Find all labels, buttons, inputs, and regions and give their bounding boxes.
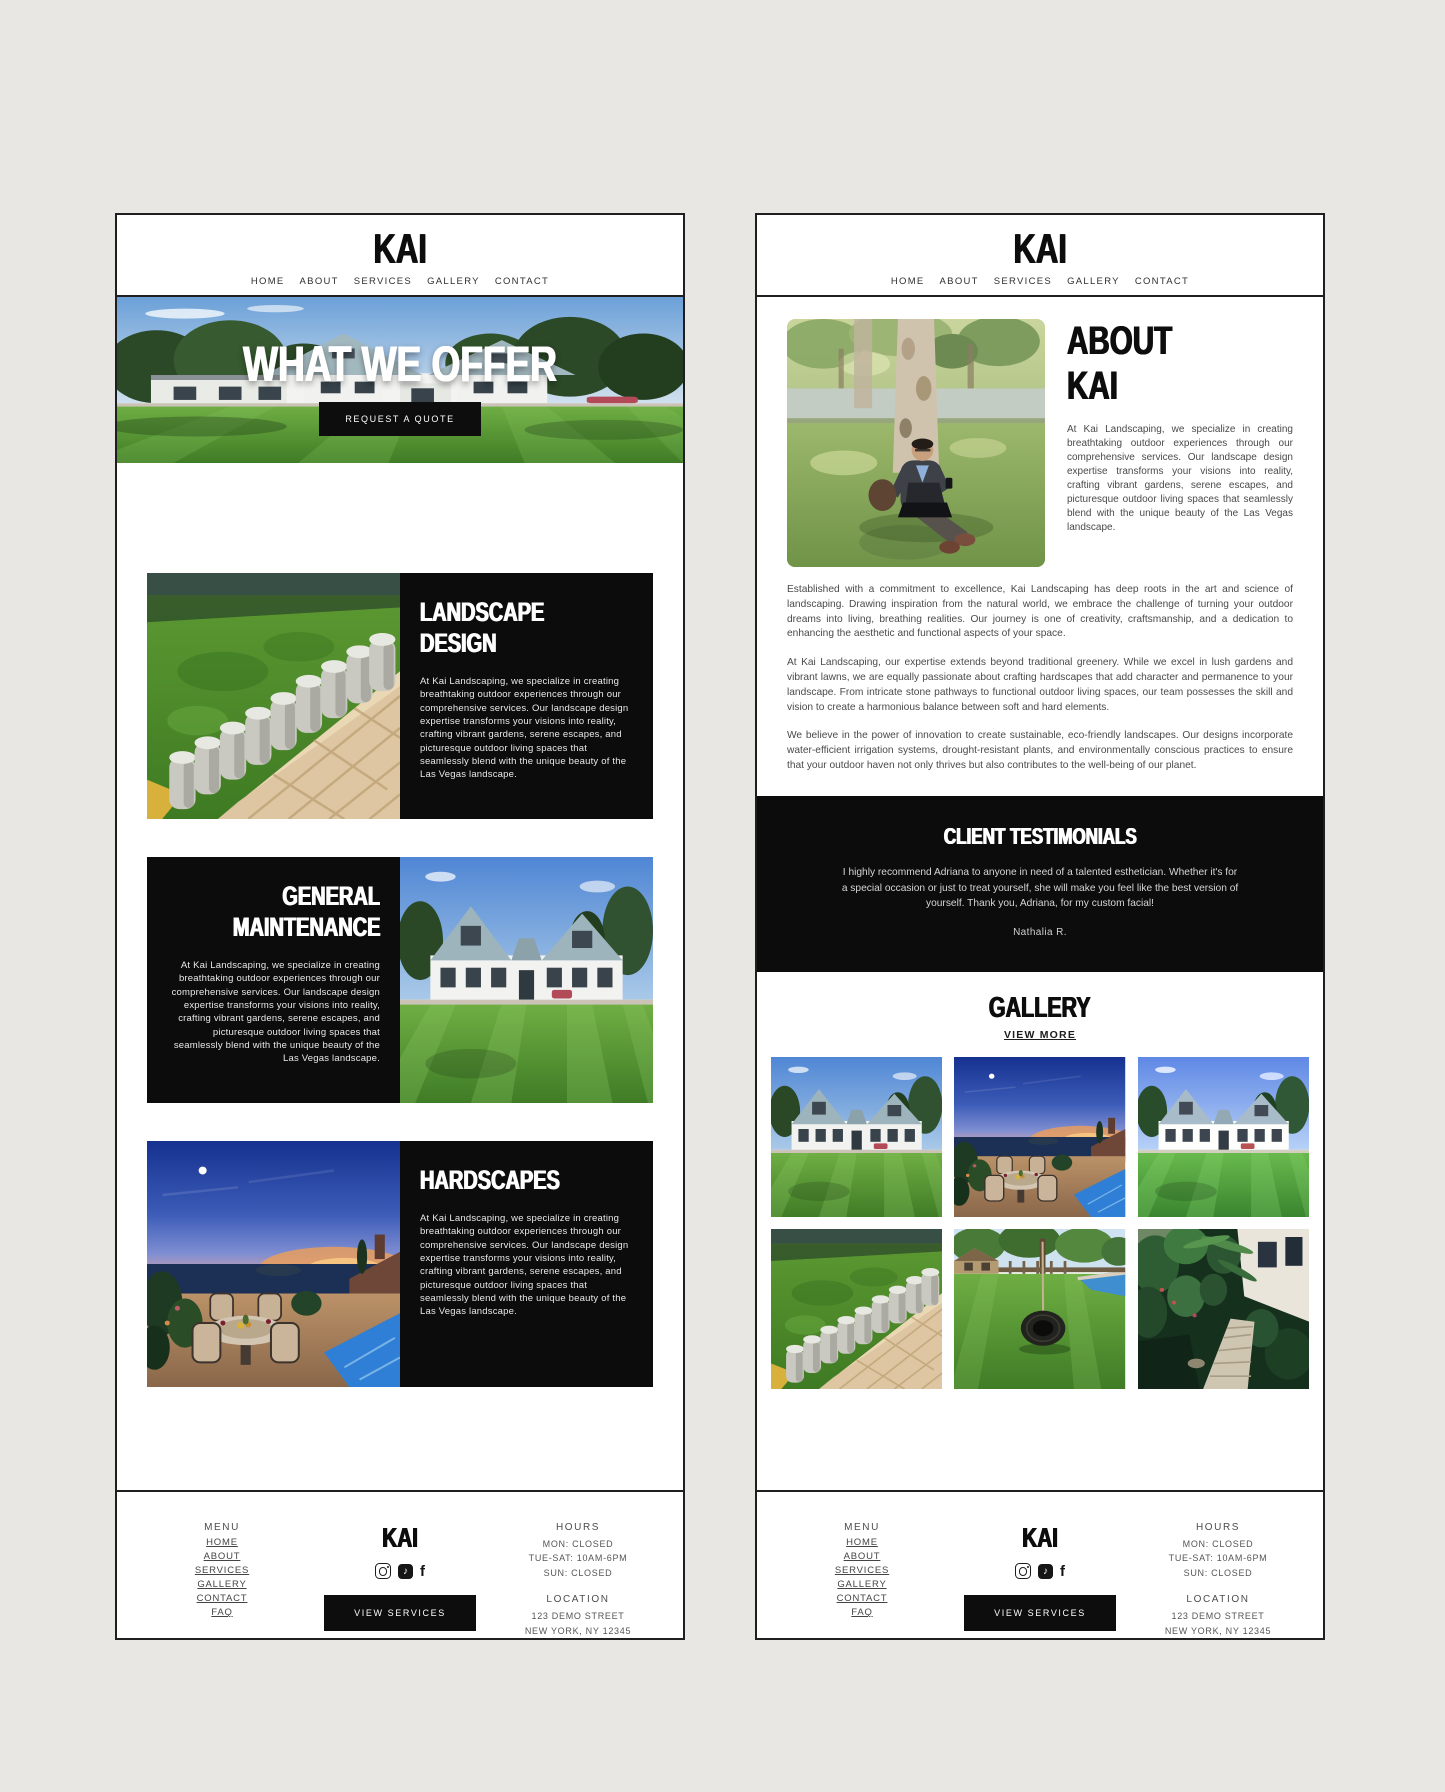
footer-link-home[interactable]: HOME (206, 1537, 238, 1549)
footer-link-services[interactable]: SERVICES (194, 1565, 250, 1577)
footer-link-home[interactable]: HOME (846, 1537, 878, 1549)
nav-item-services[interactable]: SERVICES (353, 276, 413, 288)
main-nav (757, 276, 1323, 287)
hours-line: MON: CLOSED (542, 1539, 614, 1550)
site-header (757, 215, 1323, 297)
social-links (311, 1563, 489, 1579)
nav-item-home[interactable]: HOME (890, 276, 925, 288)
gallery-image-tropical-path[interactable] (1138, 1229, 1309, 1389)
nav-item-about[interactable]: ABOUT (939, 276, 979, 288)
hours-block (1129, 1522, 1307, 1580)
hours-title: HOURS (1195, 1522, 1241, 1534)
hours-line: TUE-SAT: 10AM-6PM (528, 1553, 628, 1564)
hours-block (489, 1522, 667, 1580)
footer-logo: KAI (1022, 1522, 1058, 1554)
general-maintenance-image (400, 857, 653, 1103)
services-page-mockup (115, 213, 685, 1640)
hours-line: SUN: CLOSED (543, 1567, 613, 1578)
facebook-icon[interactable]: f (1060, 1562, 1065, 1580)
nav-item-gallery[interactable]: GALLERY (427, 276, 480, 288)
site-footer (757, 1490, 1323, 1638)
view-services-button[interactable]: VIEW SERVICES (324, 1595, 476, 1631)
about-title: ABOUT KAI (1067, 319, 1173, 408)
footer-logo: KAI (382, 1522, 418, 1554)
location-line: NEW YORK, NY 12345 (1164, 1625, 1272, 1636)
tiktok-icon[interactable]: ♪ (398, 1564, 413, 1579)
hero-title: WHAT WE OFFER (243, 336, 557, 393)
gallery-image-house-lawn[interactable] (771, 1057, 942, 1217)
site-logo: KAI (373, 225, 427, 272)
about-paragraph: Established with a commitment to excellence, Kai Landscaping has deep roots in the art and science of landscaping. Drawing inspiration from the natural world, we embrace the challenge of turning your outdoor dreams into living, breathing realities. Our journey is one of creativity, craftsmanship, and a dedication to enhancing the aesthetic and functional aspects of your space. (787, 584, 1293, 640)
gallery-image-tire-backyard[interactable] (954, 1229, 1125, 1389)
footer-link-gallery[interactable]: GALLERY (837, 1579, 887, 1591)
service-title: LANDSCAPE DESIGN (420, 597, 545, 659)
gallery-image-dusk-patio[interactable] (954, 1057, 1125, 1217)
landscape-design-image (147, 573, 400, 819)
footer-link-about[interactable]: ABOUT (843, 1551, 881, 1563)
hardscapes-panel (400, 1141, 653, 1387)
about-paragraphs (787, 583, 1293, 788)
service-card-landscape-design (147, 573, 653, 819)
service-card-general-maintenance (147, 857, 653, 1103)
footer-info-column (1129, 1522, 1307, 1638)
location-block (489, 1594, 667, 1638)
service-description: At Kai Landscaping, we specialize in creating breathtaking outdoor experiences through our comprehensive services. Our landscape design expertise transforms your visions into reality, crafting vibrant gardens, serene escapes, and picturesque outdoor living spaces that seamlessly blend with the unique beauty of the Las Vegas landscape. (171, 960, 380, 1065)
testimonials-title: CLIENT TESTIMONIALS (943, 822, 1137, 849)
hours-line: TUE-SAT: 10AM-6PM (1168, 1553, 1268, 1564)
nav-item-gallery[interactable]: GALLERY (1067, 276, 1120, 288)
gallery-header (757, 992, 1323, 1042)
service-description: At Kai Landscaping, we specialize in creating breathtaking outdoor experiences through our comprehensive services. Our landscape design expertise transforms your visions into reality, crafting vibrant gardens, serene escapes, and picturesque outdoor living spaces that seamlessly blend with the unique beauty of the Las Vegas landscape. (420, 1213, 629, 1318)
facebook-icon[interactable]: f (420, 1562, 425, 1580)
footer-link-gallery[interactable]: GALLERY (197, 1579, 247, 1591)
footer-brand-column (951, 1522, 1129, 1638)
location-line: 123 DEMO STREET (531, 1611, 625, 1622)
nav-item-contact[interactable]: CONTACT (494, 276, 550, 288)
testimonial-quote: I highly recommend Adriana to anyone in need of a talented esthetician. Whether it's for a special occasion or just to treat yourself, she will make you feel like the best version of yourself. Thank you, Adriana, for my custom facial! (841, 867, 1239, 909)
service-description: At Kai Landscaping, we specialize in creating breathtaking outdoor experiences through our comprehensive services. Our landscape design expertise transforms your visions into reality, crafting vibrant gardens, serene escapes, and picturesque outdoor living spaces that seamlessly blend with the unique beauty of the Las Vegas landscape. (420, 676, 629, 781)
hardscapes-image (147, 1141, 400, 1387)
site-logo: KAI (1013, 225, 1067, 272)
nav-item-services[interactable]: SERVICES (993, 276, 1053, 288)
nav-item-contact[interactable]: CONTACT (1134, 276, 1190, 288)
instagram-icon[interactable] (375, 1563, 391, 1579)
hours-title: HOURS (555, 1522, 601, 1534)
about-text-column (1067, 319, 1293, 567)
footer-link-contact[interactable]: CONTACT (836, 1593, 888, 1605)
footer-menu-column (773, 1522, 951, 1638)
site-header (117, 215, 683, 297)
location-block (1129, 1594, 1307, 1638)
about-section (787, 319, 1293, 567)
hours-line: SUN: CLOSED (1183, 1567, 1253, 1578)
footer-menu-title: MENU (844, 1522, 880, 1534)
footer-link-faq[interactable]: FAQ (211, 1607, 233, 1619)
gallery-grid (771, 1057, 1309, 1389)
view-more-link[interactable]: VIEW MORE (1003, 1028, 1077, 1041)
service-title: HARDSCAPES (420, 1165, 560, 1196)
site-footer (117, 1490, 683, 1638)
about-paragraph: We believe in the power of innovation to create sustainable, eco-friendly landscapes. Our designs incorporate water-efficient irrigation systems, drought-resistant plants, and environmentally conscious practices to ensure that your outdoor haven not only thrives but also contributes to the well-being of our planet. (787, 730, 1293, 771)
testimonials-section (757, 796, 1323, 973)
about-page-mockup (755, 213, 1325, 1640)
social-links (951, 1563, 1129, 1579)
location-line: NEW YORK, NY 12345 (524, 1625, 632, 1636)
tiktok-icon[interactable]: ♪ (1038, 1564, 1053, 1579)
footer-link-about[interactable]: ABOUT (203, 1551, 241, 1563)
general-maintenance-panel (147, 857, 400, 1103)
instagram-icon[interactable] (1015, 1563, 1031, 1579)
footer-menu-title: MENU (204, 1522, 240, 1534)
location-line: 123 DEMO STREET (1171, 1611, 1265, 1622)
gallery-image-concrete-edging[interactable] (771, 1229, 942, 1389)
footer-link-services[interactable]: SERVICES (834, 1565, 890, 1577)
footer-brand-column (311, 1522, 489, 1638)
gallery-title: GALLERY (989, 992, 1091, 1025)
landscape-design-panel (400, 573, 653, 819)
about-intro-paragraph: At Kai Landscaping, we specialize in creating breathtaking outdoor experiences through our comprehensive services. Our landscape design expertise transforms your visions into reality, crafting vibrant gardens, serene escapes, and picturesque outdoor living spaces that seamlessly blend with the unique beauty of the Las Vegas landscape. (1067, 423, 1293, 533)
footer-link-faq[interactable]: FAQ (851, 1607, 873, 1619)
location-title: LOCATION (546, 1594, 610, 1606)
footer-menu-column (133, 1522, 311, 1638)
hero-section (117, 297, 683, 463)
request-quote-button[interactable]: REQUEST A QUOTE (319, 402, 480, 436)
view-services-button[interactable]: VIEW SERVICES (964, 1595, 1116, 1631)
location-title: LOCATION (1186, 1594, 1250, 1606)
nav-item-about[interactable]: ABOUT (299, 276, 339, 288)
about-paragraph: At Kai Landscaping, our expertise extends beyond traditional greenery. While we excel in lush gardens and vibrant lawns, we are equally passionate about crafting hardscapes that add character and permanence to your landscape. From intricate stone pathways to functional outdoor living spaces, our team possesses the skill and vision to create a harmonious balance between soft and hard elements. (787, 657, 1293, 713)
nav-item-home[interactable]: HOME (250, 276, 285, 288)
footer-info-column (489, 1522, 667, 1638)
service-title: GENERAL MAINTENANCE (232, 881, 380, 943)
testimonial-author: Nathalia R. (1013, 927, 1067, 939)
footer-link-contact[interactable]: CONTACT (196, 1593, 248, 1605)
about-photo (787, 319, 1045, 567)
main-nav (117, 276, 683, 287)
gallery-image-house-lawn-2[interactable] (1138, 1057, 1309, 1217)
service-card-hardscapes (147, 1141, 653, 1387)
hours-line: MON: CLOSED (1182, 1539, 1254, 1550)
